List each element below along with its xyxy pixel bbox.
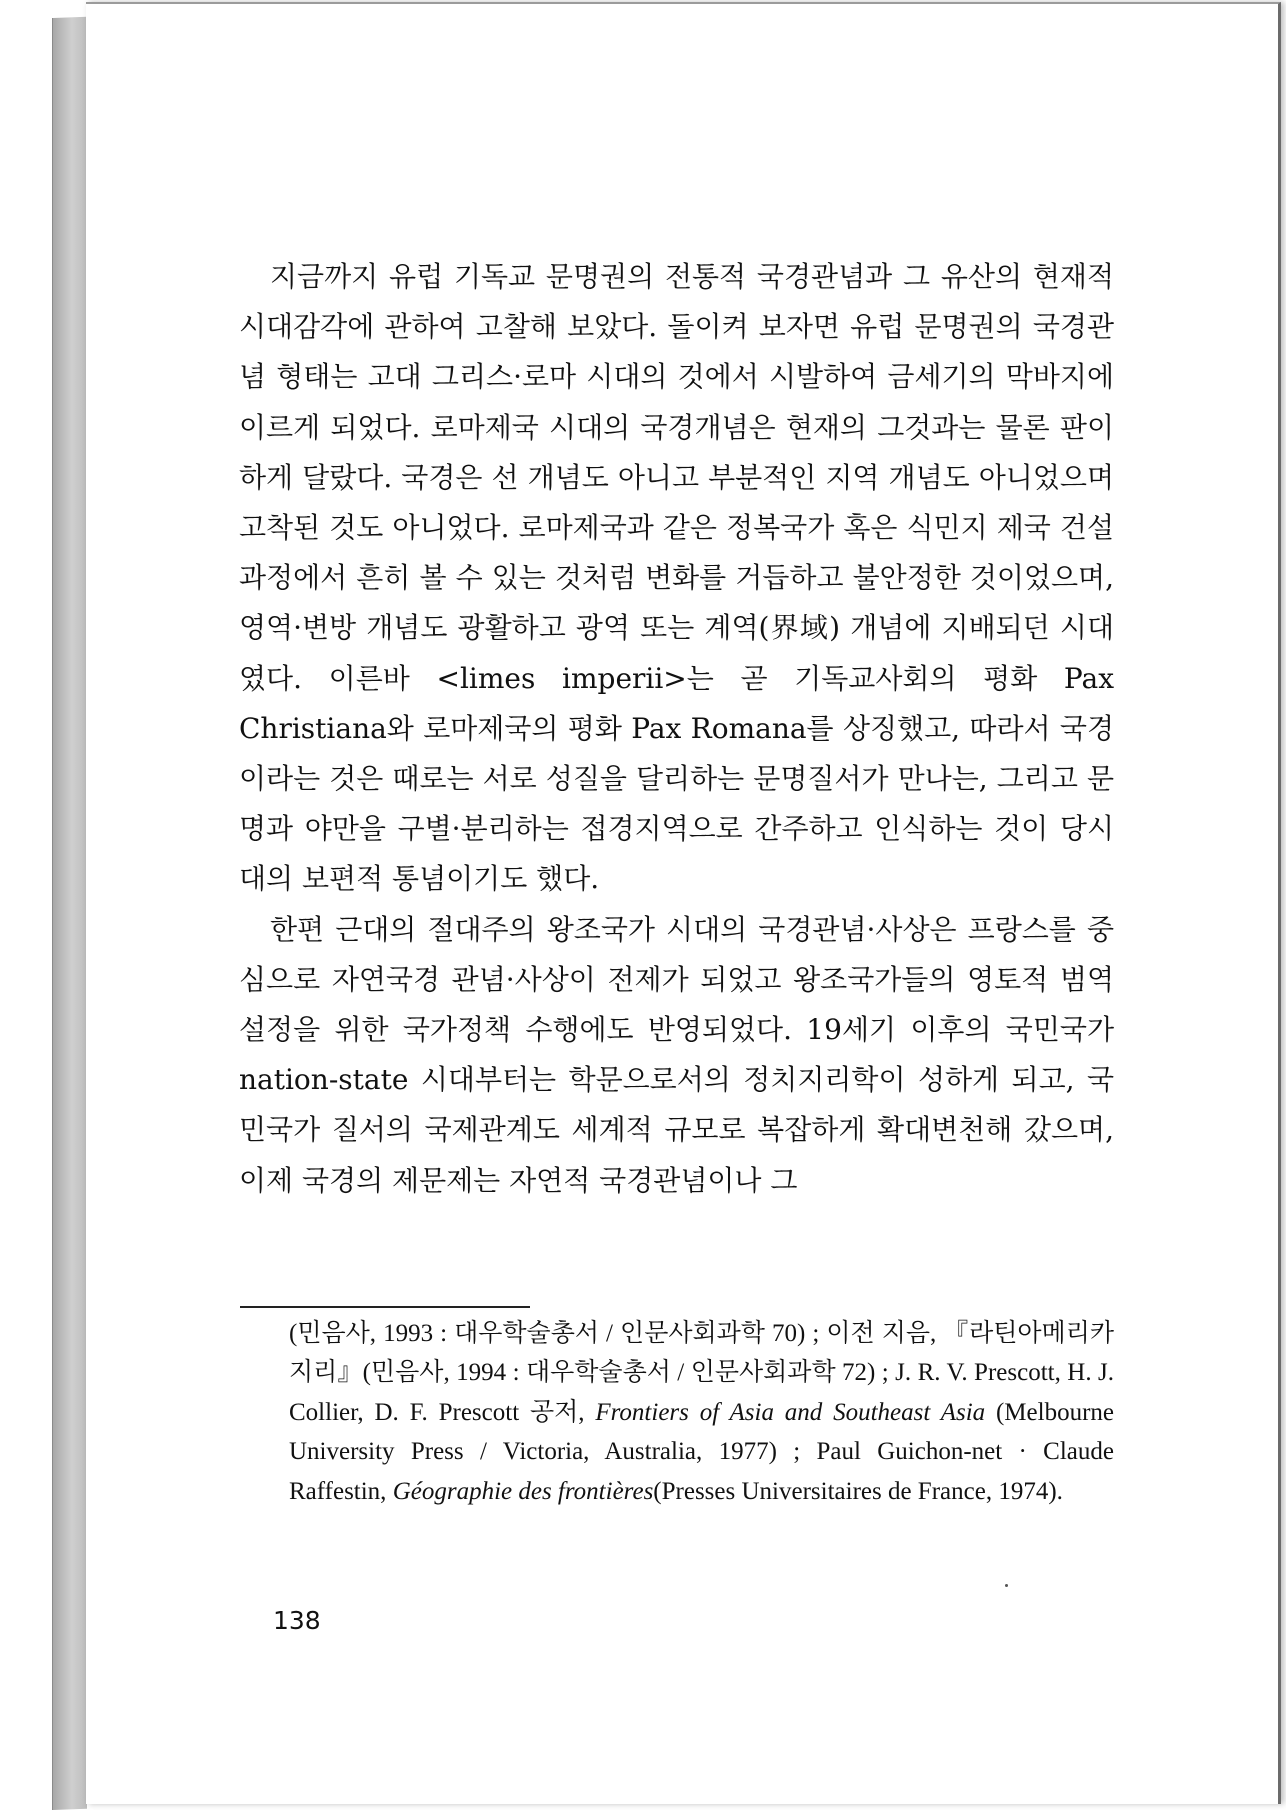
print-speck bbox=[1005, 1584, 1008, 1587]
paragraph-2: 한편 근대의 절대주의 왕조국가 시대의 국경관념·사상은 프랑스를 중심으로 자연국경 관념·사상이 전제가 되었고 왕조국가들의 영토적 범역설정을 위한 국가정책 수행에도 반영되었다. 19세기 이후의 국민국가 nation-state 시대부터는 학문으로서의 정치지리학이 성하게 되고, 국민국가 질서의 국제관계도 세계적 규모로 복잡하게 확대변천해 갔으며, 이제 국경의 제문제는 자연적 국경관념이나 그 bbox=[239, 912, 1114, 1197]
main-text bbox=[239, 252, 1114, 1206]
footnote-title-1: Frontiers of Asia and Southeast Asia bbox=[595, 1398, 986, 1426]
footnote-text bbox=[289, 1314, 1114, 1511]
footnote-title-2: Géographie des frontières bbox=[392, 1477, 654, 1505]
book-edge bbox=[52, 17, 87, 1810]
page-number: 138 bbox=[273, 1606, 321, 1635]
footnote-part-3: (Presses Universitaires de France, 1974). bbox=[653, 1477, 1063, 1505]
paragraph-1: 지금까지 유럽 기독교 문명권의 전통적 국경관념과 그 유산의 현재적 시대감각에 관하여 고찰해 보았다. 돌이켜 보자면 유럽 문명권의 국경관념 형태는 고대 그리스·로마 시대의 것에서 시발하여 금세기의 막바지에 이르게 되었다. 로마제국 시대의 국경개념은 현재의 그것과는 물론 판이하게 달랐다. 국경은 선 개념도 아니고 부분적인 지역 개념도 아니었으며 고착된 것도 아니었다. 로마제국과 같은 정복국가 혹은 식민지 제국 건설과정에서 흔히 볼 수 있는 것처럼 변화를 거듭하고 불안정한 것이었으며, 영역·변방 개념도 광활하고 광역 또는 계역(界域) 개념에 지배되던 시대였다. 이른바 <limes imperii>는 곧 기독교사회의 평화 Pax Christiana와 로마제국의 평화 Pax Romana를 상징했고, 따라서 국경이라는 것은 때로는 서로 성질을 달리하는 문명질서가 만나는, 그리고 문명과 야만을 구별·분리하는 접경지역으로 간주하고 인식하는 것이 당시대의 보편적 통념이기도 했다. bbox=[239, 260, 1114, 896]
footnote-separator bbox=[240, 1306, 530, 1308]
footnote-part-2: (Melbourne University Press / Victoria, Australia, 1977) ; Paul Guichon-net · Claude Raffestin, bbox=[289, 1398, 1114, 1505]
footnote-part-1: (민음사, 1993 : 대우학술총서 / 인문사회과학 70) ; 이전 지음, 『라틴아메리카 지리』(민음사, 1994 : 대우학술총서 / 인문사회과학 72) ; J. R. V. Prescott, H. J. Collier, D. F. Prescott 공저, bbox=[289, 1320, 1114, 1426]
footnote bbox=[289, 1314, 1114, 1511]
